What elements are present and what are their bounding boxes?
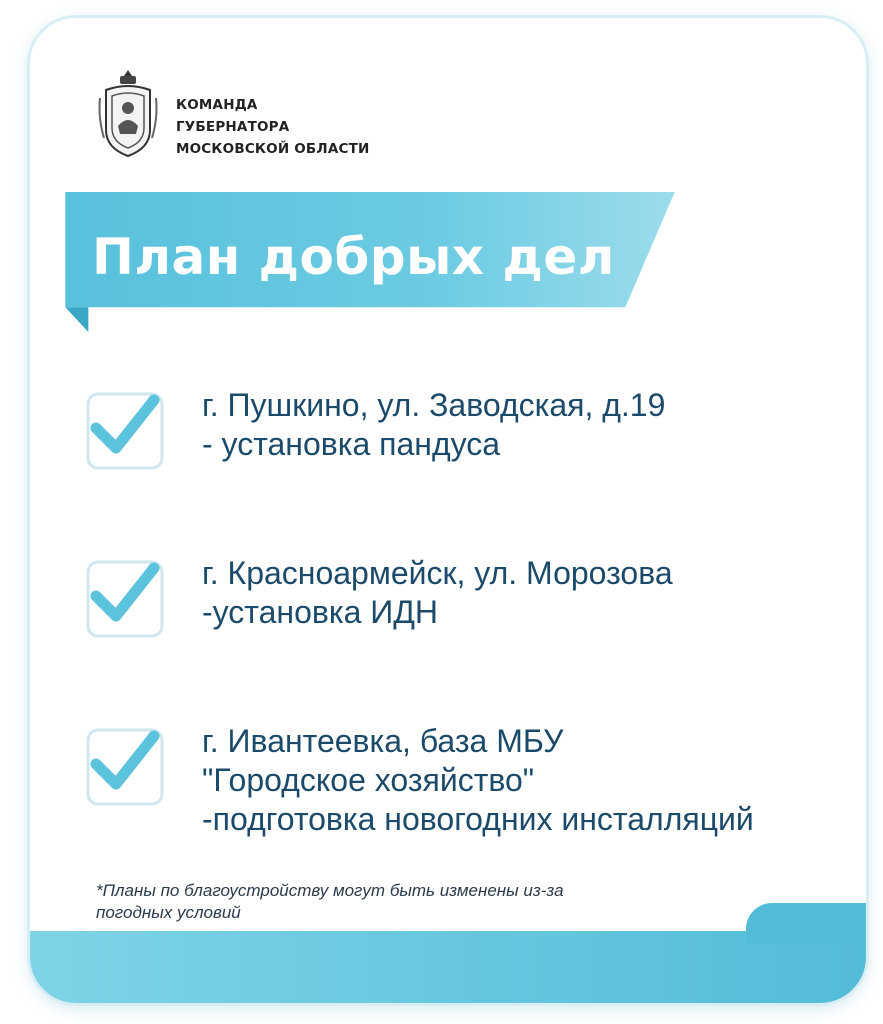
item-address-detail: "Городское хозяйство" bbox=[202, 762, 535, 798]
item-address: г. Ивантеевка, база МБУ bbox=[202, 723, 564, 759]
footnote bbox=[96, 880, 564, 924]
footnote-line-2: погодных условий bbox=[96, 903, 241, 922]
checkbox-checked-icon bbox=[86, 392, 164, 470]
moscow-oblast-coat-of-arms-icon bbox=[96, 68, 160, 160]
org-line-2: ГУБЕРНАТОРА bbox=[176, 119, 290, 135]
item-address: г. Красноармейск, ул. Морозова bbox=[202, 555, 673, 591]
org-line-3: МОСКОВСКОЙ ОБЛАСТИ bbox=[176, 141, 370, 157]
item-description: - установка пандуса bbox=[202, 426, 501, 462]
item-description: -подготовка новогодних инсталляций bbox=[202, 801, 754, 837]
info-card bbox=[30, 18, 866, 1003]
footnote-line-1: *Планы по благоустройству могут быть изменены из-за bbox=[96, 881, 564, 900]
bottom-decoration-band bbox=[30, 931, 866, 1003]
checkbox-checked-icon bbox=[86, 560, 164, 638]
checkbox-checked-icon bbox=[86, 728, 164, 806]
page-title: План добрых дел bbox=[92, 228, 615, 286]
item-description: -установка ИДН bbox=[202, 594, 439, 630]
organization-name bbox=[176, 94, 369, 160]
org-line-1: КОМАНДА bbox=[176, 97, 258, 113]
item-address: г. Пушкино, ул. Заводская, д.19 bbox=[202, 387, 666, 423]
